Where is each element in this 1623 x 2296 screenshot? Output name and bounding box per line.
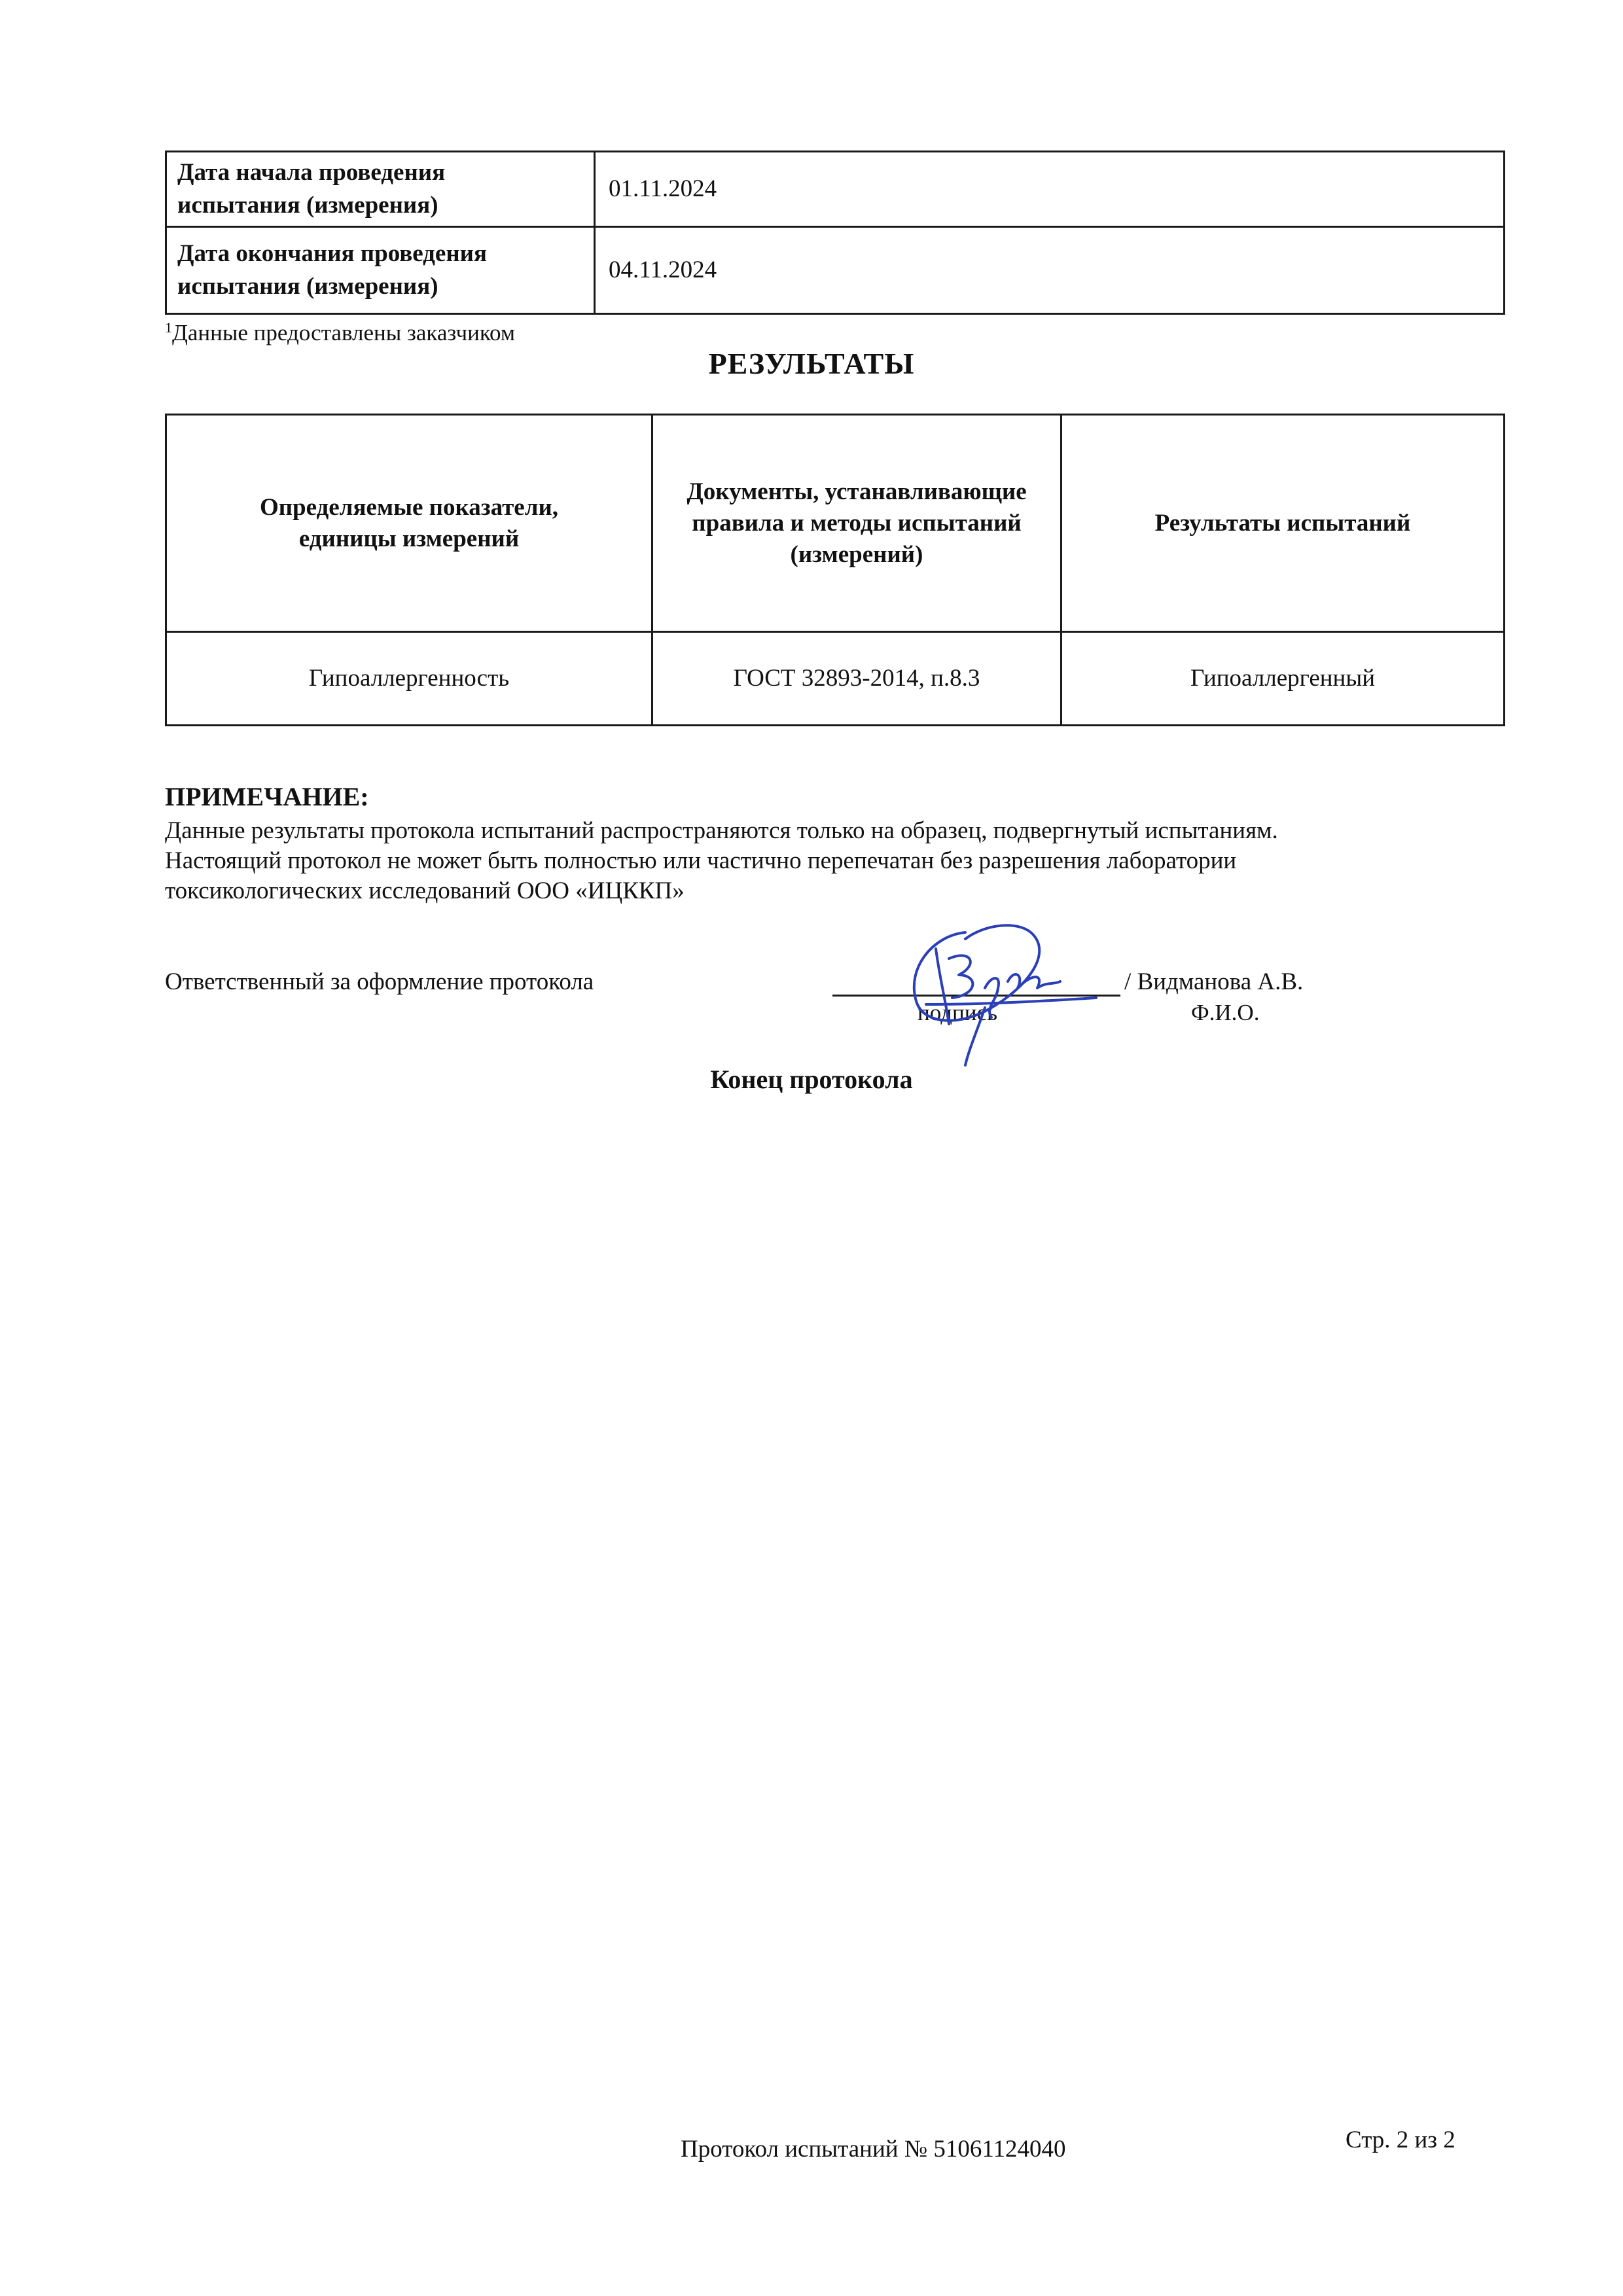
table-row [166, 152, 1505, 227]
header-documents: Документы, устанавливающие правила и методы испытаний (измерений) [652, 415, 1061, 632]
end-title: Конец протокола [710, 1065, 913, 1094]
table-row [166, 227, 1505, 314]
results-table [165, 414, 1505, 726]
dates-table [165, 150, 1505, 315]
note-line: токсикологических исследований ООО «ИЦККП» [165, 877, 685, 904]
note-title: ПРИМЕЧАНИЕ: [165, 782, 369, 811]
end-date-label: Дата окончания проведения испытания (измерения) [166, 227, 595, 314]
start-date-value: 01.11.2024 [595, 152, 1505, 227]
fio-caption: Ф.И.О. [1191, 1000, 1260, 1025]
note-line: Данные результаты протокола испытаний распространяются только на образец, подвергнутый испытаниям. [165, 817, 1278, 844]
start-date-label: Дата начала проведения испытания (измерения) [166, 152, 595, 227]
footer-protocol-number: Протокол испытаний № 51061124040 [681, 2136, 1066, 2163]
responsible-name: / Видманова А.В. [1124, 968, 1304, 995]
footer-page-number: Стр. 2 из 2 [1346, 2127, 1455, 2153]
footnote [165, 313, 515, 347]
table-row [166, 632, 1505, 726]
responsible-label: Ответственный за оформление протокола [165, 968, 594, 995]
header-indicators: Определяемые показатели, единицы измерений [166, 415, 652, 632]
results-title: РЕЗУЛЬТАТЫ [708, 347, 915, 380]
end-date-value: 04.11.2024 [595, 227, 1505, 314]
signature-caption: подпись [918, 1000, 997, 1025]
cell-method: ГОСТ 32893-2014, п.8.3 [652, 632, 1061, 726]
header-results: Результаты испытаний [1061, 415, 1505, 632]
note-line: Настоящий протокол не может быть полностью или частично перепечатан без разрешения лаборатории [165, 847, 1237, 874]
cell-result: Гипоаллергенный [1061, 632, 1505, 726]
footnote-text: Данные предоставлены заказчиком [172, 320, 516, 345]
table-header-row [166, 415, 1505, 632]
handwritten-signature [887, 910, 1103, 1067]
footnote-mark: 1 [165, 319, 172, 336]
cell-indicator: Гипоаллергенность [166, 632, 652, 726]
